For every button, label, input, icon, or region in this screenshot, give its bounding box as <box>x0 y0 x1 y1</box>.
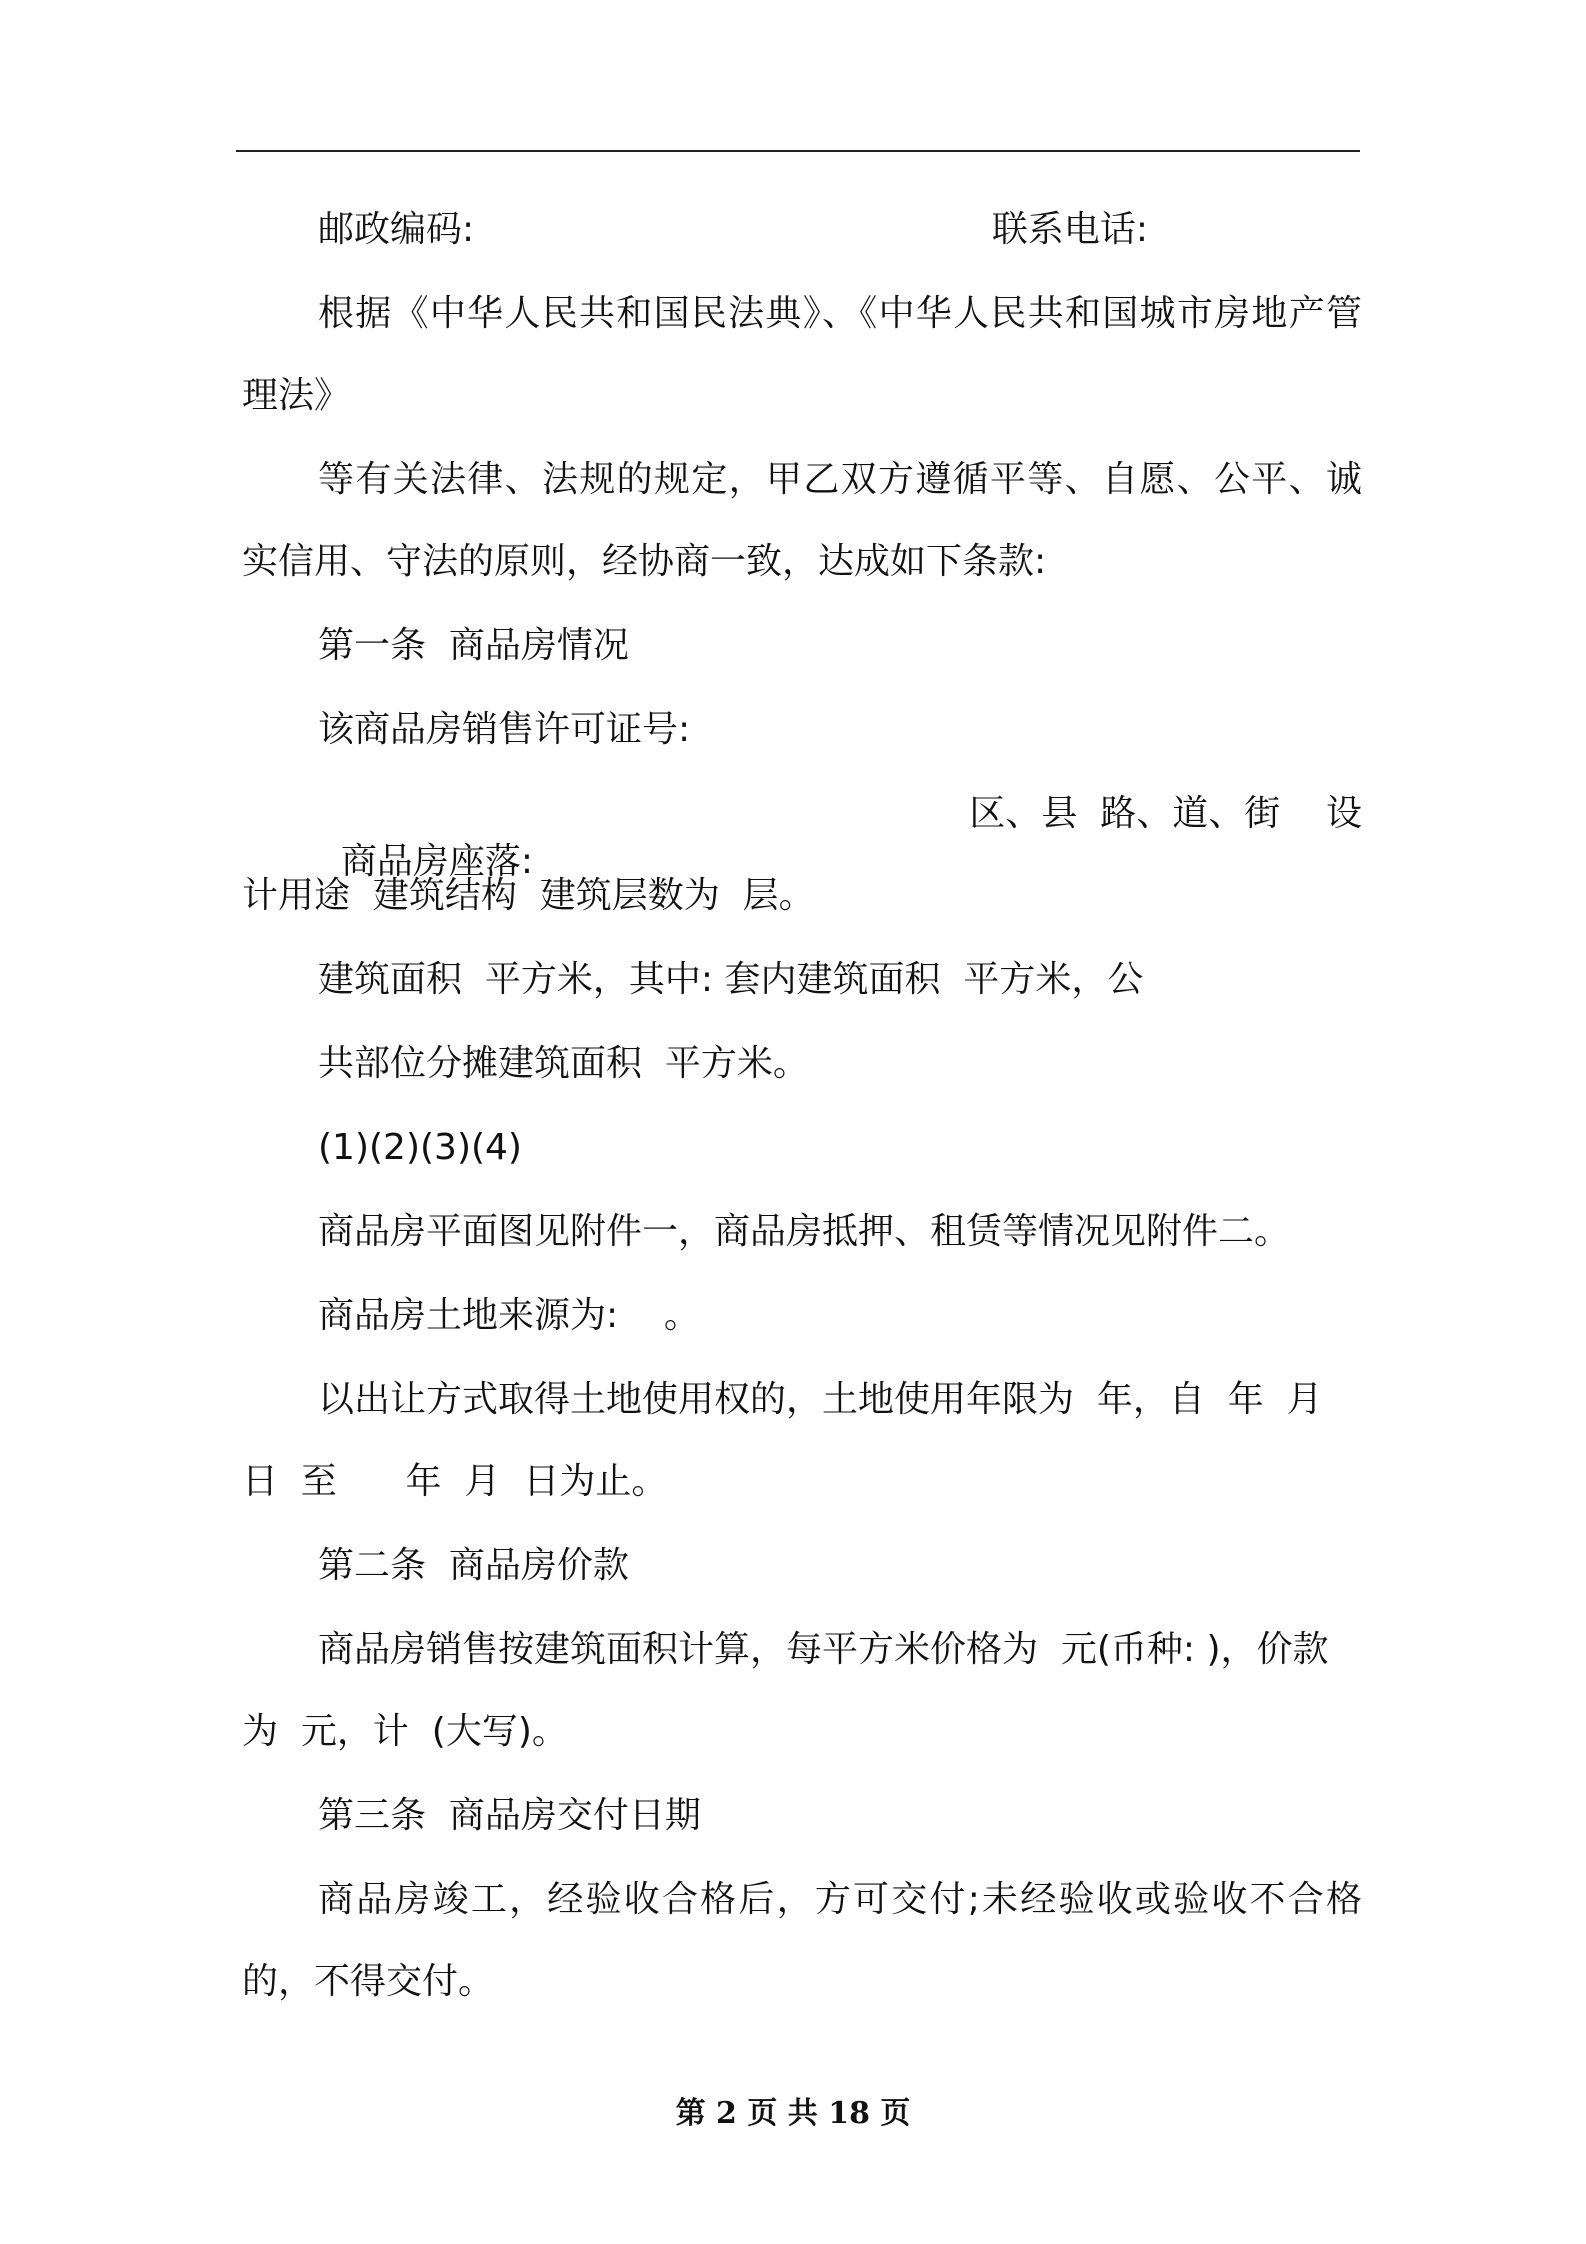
paragraph-line: 以出让方式取得土地使用权的，土地使用年限为 年，自 年 月 <box>318 1379 1323 1420</box>
paragraph-line: (1)(2)(3)(4) <box>318 1127 522 1168</box>
paragraph-line: 商品房平面图见附件一，商品房抵押、租赁等情况见附件二。 <box>318 1211 1291 1252</box>
paragraph-line: 日 至 年 月 日为止。 <box>242 1461 668 1502</box>
paragraph-line: 理法》 <box>242 375 351 416</box>
phone-label: 联系电话: <box>991 209 1148 250</box>
paragraph-line: 实信用、守法的原则，经协商一致，达成如下条款: <box>242 541 1047 582</box>
postal-phone-line <box>318 206 1148 254</box>
paragraph-line: 商品房销售按建筑面积计算，每平方米价格为 元(币种: )，价款 <box>318 1629 1329 1670</box>
article-heading: 第二条 商品房价款 <box>318 1545 629 1586</box>
paragraph-line: 该商品房销售许可证号: <box>318 709 691 750</box>
paragraph-line: 共部位分摊建筑面积 平方米。 <box>318 1043 809 1084</box>
header-rule <box>236 150 1360 152</box>
location-label: 商品房座落: <box>340 841 534 882</box>
paragraph-line: 的，不得交付。 <box>242 1961 495 2002</box>
article-heading: 第一条 商品房情况 <box>318 625 629 666</box>
paragraph-line: 计用途 建筑结构 建筑层数为 层。 <box>242 875 815 916</box>
paragraph-line: 等有关法律、法规的规定，甲乙双方遵循平等、自愿、公平、诚 <box>318 459 1362 500</box>
postal-code-label: 邮政编码: <box>318 209 475 250</box>
article-heading: 第三条 商品房交付日期 <box>318 1795 701 1836</box>
paragraph-line: 商品房土地来源为: 。 <box>318 1295 700 1336</box>
paragraph-line: 建筑面积 平方米，其中: 套内建筑面积 平方米，公 <box>318 959 1144 1000</box>
paragraph-line: 为 元，计 (大写)。 <box>242 1711 568 1752</box>
district-road-label: 区、县 路、道、街 设 <box>969 793 1362 834</box>
paragraph-line: 根据《中华人民共和国民法典》、《中华人民共和国城市房地产管 <box>318 293 1362 334</box>
paragraph-line: 商品房竣工，经验收合格后，方可交付;未经验收或验收不合格 <box>318 1879 1362 1920</box>
page-number-footer: 第 2 页 共 18 页 <box>675 2096 911 2131</box>
